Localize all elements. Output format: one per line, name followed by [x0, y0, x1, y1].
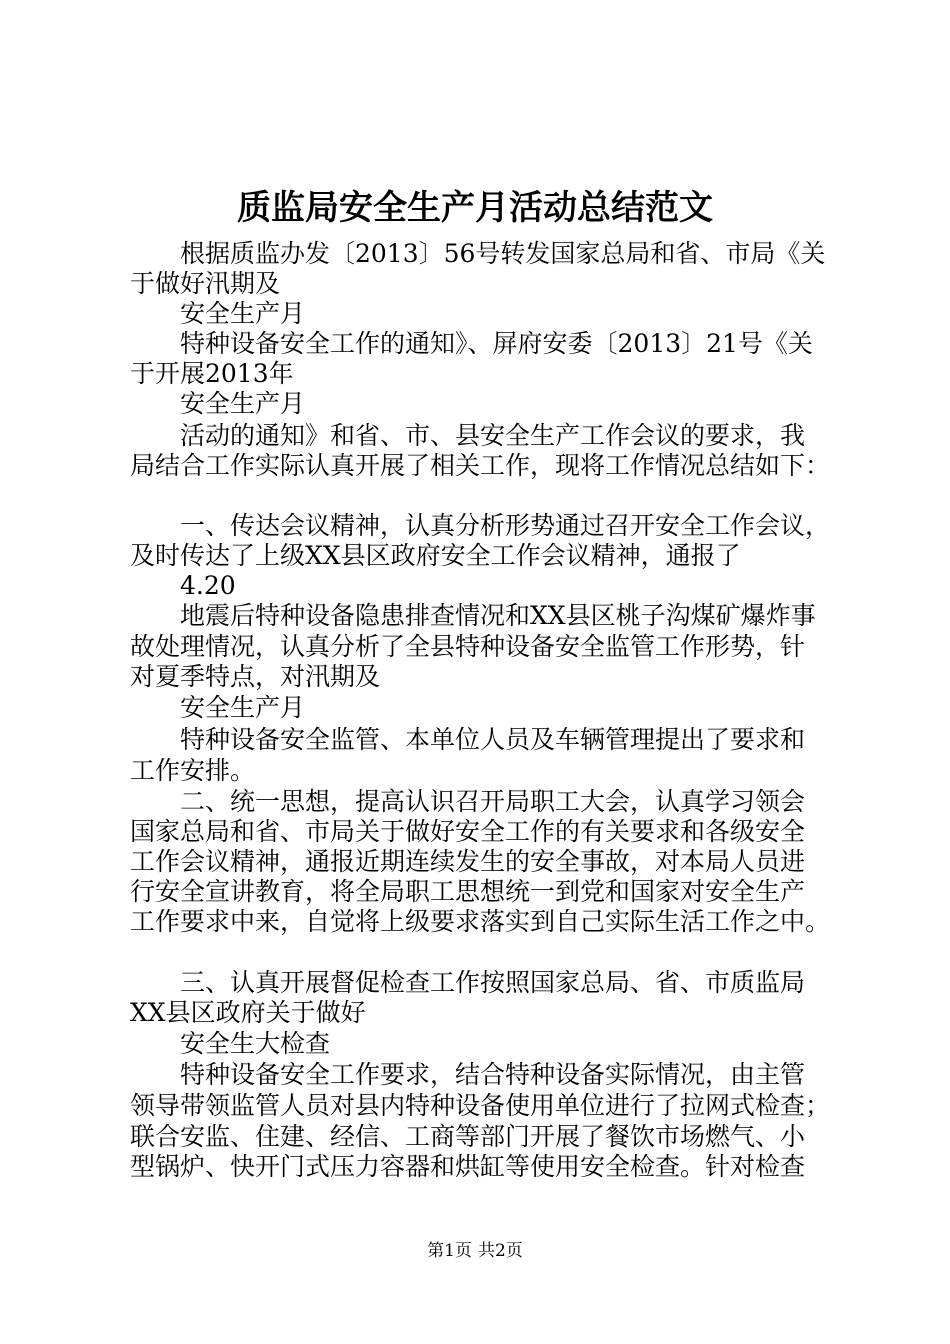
text-line: 工作安排。: [130, 756, 256, 785]
text-line: 工作会议精神，通报近期连续发生的安全事故，对本局人员进: [130, 847, 806, 876]
text-line: 特种设备安全工作的通知》、屏府安委〔2013〕21号《关: [180, 329, 813, 358]
text-line: 特种设备安全工作要求，结合特种设备实际情况，由主管: [180, 1060, 806, 1089]
text-line: 联合安监、住建、经信、工商等部门开展了餐饮市场燃气、小: [130, 1122, 806, 1151]
text-line: 三、认真开展督促检查工作按照国家总局、省、市质监局: [180, 968, 806, 997]
text-line: 于开展2013年: [130, 359, 294, 388]
page-number: 第1页: [427, 1241, 472, 1261]
text-line: 根据质监办发〔2013〕56号转发国家总局和省、市局《关: [180, 239, 826, 268]
text-line: 故处理情况，认真分析了全县特种设备安全监管工作形势，针: [130, 632, 806, 661]
text-line: 安全生大检查: [180, 1029, 331, 1058]
text-line: 及时传达了上级XX县区政府安全工作会议精神，通报了: [130, 541, 741, 570]
page-total: 共2页: [478, 1241, 523, 1261]
text-line: 活动的通知》和省、市、县安全生产工作会议的要求，我: [180, 421, 806, 450]
text-line: 安全生产月: [180, 299, 306, 328]
text-line: 国家总局和省、市局关于做好安全工作的有关要求和各级安全: [130, 817, 806, 846]
text-line: 安全生产月: [180, 389, 306, 418]
text-line: XX县区政府关于做好: [130, 998, 366, 1027]
text-line: 一、传达会议精神，认真分析形势通过召开安全工作会议，: [180, 511, 831, 540]
text-line: 工作要求中来，自觉将上级要求落实到自己实际生活工作之中。: [130, 907, 831, 936]
text-line: 行安全宣讲教育，将全局职工思想统一到党和国家对安全生产: [130, 877, 806, 906]
text-line: 安全生产月: [180, 693, 306, 722]
text-line: 地震后特种设备隐患排查情况和XX县区桃子沟煤矿爆炸事: [180, 601, 816, 630]
text-line: 于做好汛期及: [130, 269, 281, 298]
text-line: 4.20: [180, 571, 236, 600]
document-title: 质监局安全生产月活动总结范文: [237, 188, 713, 228]
text-line: 特种设备安全监管、本单位人员及车辆管理提出了要求和: [180, 725, 806, 754]
text-line: 局结合工作实际认真开展了相关工作，现将工作情况总结如下：: [130, 451, 831, 480]
text-line: 对夏季特点，对汛期及: [130, 662, 381, 691]
text-line: 型锅炉、快开门式压力容器和烘缸等使用安全检查。针对检查: [130, 1152, 806, 1181]
page-footer: [0, 1240, 950, 1262]
text-line: 二、统一思想，提高认识召开局职工大会，认真学习领会: [180, 787, 806, 816]
text-line: 领导带领监管人员对县内特种设备使用单位进行了拉网式检查；: [130, 1091, 831, 1120]
